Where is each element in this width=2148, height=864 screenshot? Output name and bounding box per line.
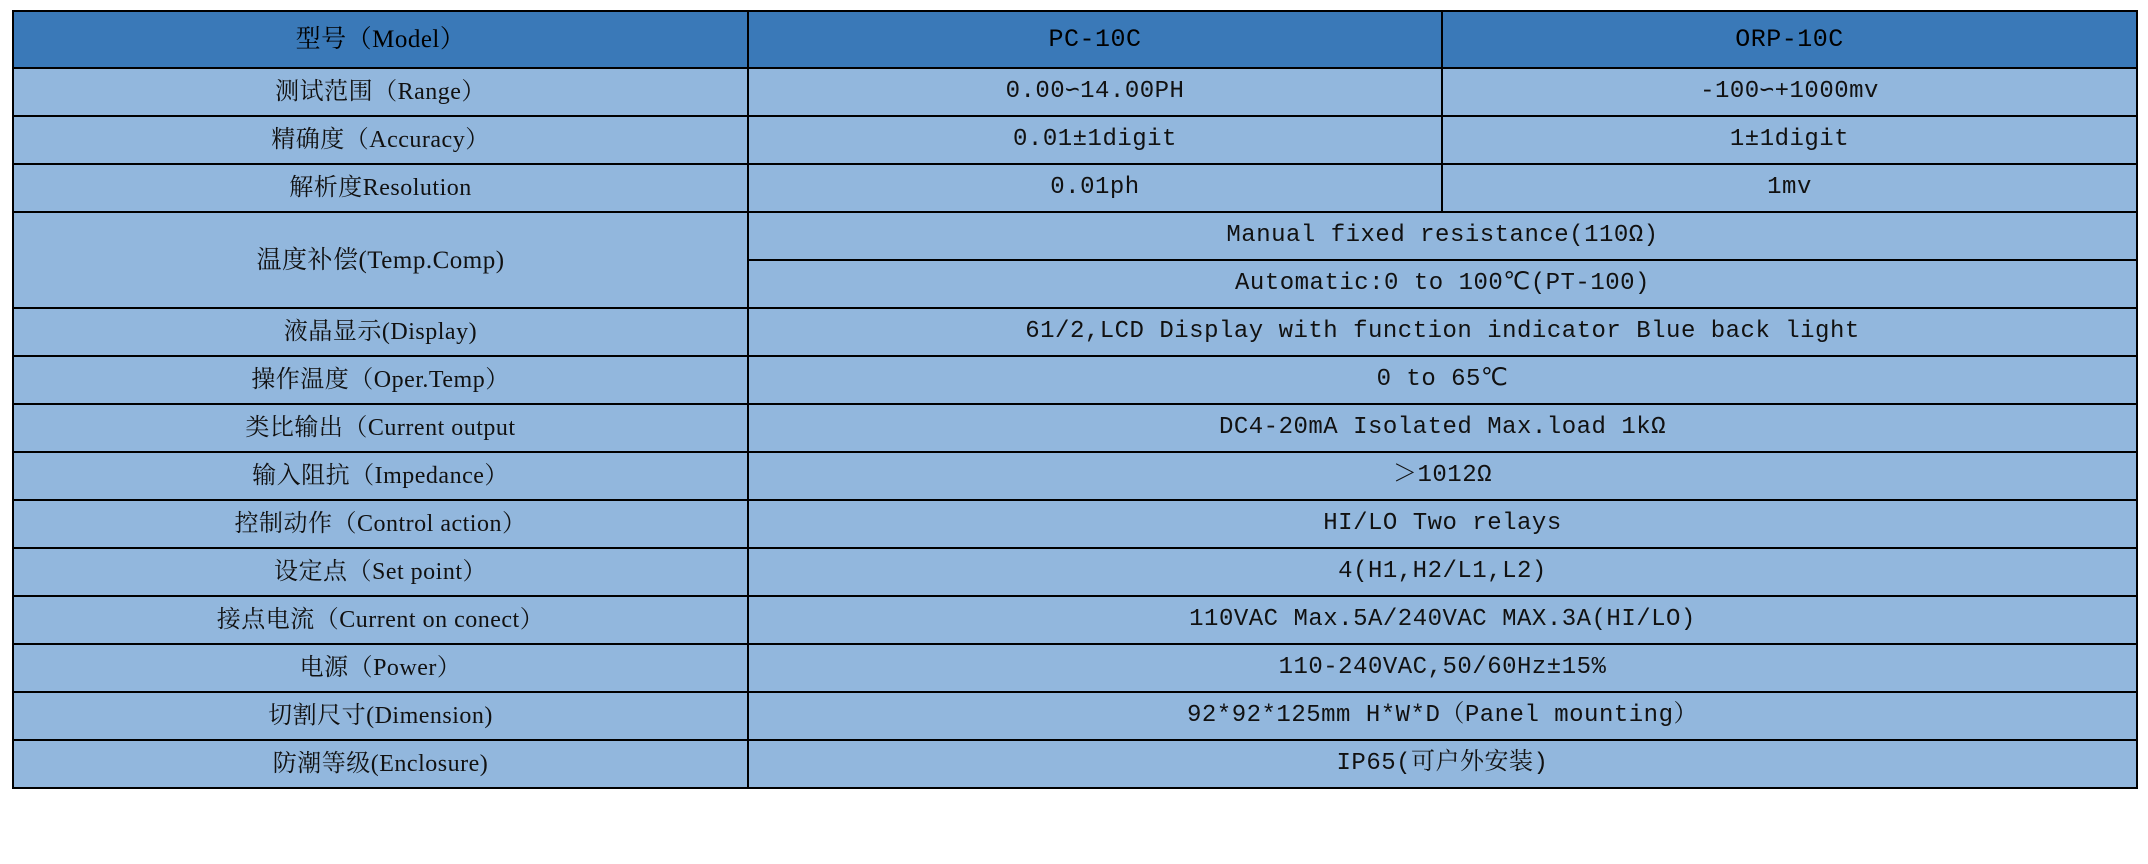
table-row <box>13 356 2137 404</box>
cell-accuracy-pc10c: 0.01±1digit <box>748 116 1442 164</box>
table-row <box>13 500 2137 548</box>
table-row <box>13 164 2137 212</box>
cell-accuracy-orp10c: 1±1digit <box>1442 116 2137 164</box>
table-row <box>13 404 2137 452</box>
row-label-temp-comp: 温度补偿(Temp.Comp) <box>13 212 748 308</box>
row-label-dimension: 切割尺寸(Dimension) <box>13 692 748 740</box>
row-label-enclosure: 防潮等级(Enclosure) <box>13 740 748 788</box>
row-label-impedance: 输入阻抗（Impedance） <box>13 452 748 500</box>
cell-dimension: 92*92*125mm H*W*D（Panel mounting） <box>748 692 2137 740</box>
table-row <box>13 212 2137 260</box>
table-row <box>13 308 2137 356</box>
cell-current-on-conect: 110VAC Max.5A/240VAC MAX.3A(HI/LO) <box>748 596 2137 644</box>
table-row <box>13 116 2137 164</box>
cell-temp-comp-manual: Manual fixed resistance(110Ω) <box>748 212 2137 260</box>
cell-range-pc10c: 0.00∽14.00PH <box>748 68 1442 116</box>
cell-power: 110-240VAC,50/60Hz±15% <box>748 644 2137 692</box>
cell-enclosure: IP65(可户外安装) <box>748 740 2137 788</box>
row-label-set-point: 设定点（Set point） <box>13 548 748 596</box>
table-row-header <box>13 11 2137 68</box>
row-label-oper-temp: 操作温度（Oper.Temp） <box>13 356 748 404</box>
table-row <box>13 68 2137 116</box>
row-label-power: 电源（Power） <box>13 644 748 692</box>
cell-set-point: 4(H1,H2/L1,L2) <box>748 548 2137 596</box>
cell-current-output: DC4-20mA Isolated Max.load 1kΩ <box>748 404 2137 452</box>
row-label-resolution: 解析度Resolution <box>13 164 748 212</box>
row-label-accuracy: 精确度（Accuracy） <box>13 116 748 164</box>
row-label-range: 测试范围（Range） <box>13 68 748 116</box>
row-label-current-output: 类比输出（Current output <box>13 404 748 452</box>
specifications-table <box>12 10 2138 789</box>
cell-resolution-pc10c: 0.01ph <box>748 164 1442 212</box>
cell-model-orp10c: ORP-10C <box>1442 11 2137 68</box>
cell-impedance: ＞1012Ω <box>748 452 2137 500</box>
cell-display: 61/2,LCD Display with function indicator Blue back light <box>748 308 2137 356</box>
table-row <box>13 740 2137 788</box>
table-row <box>13 548 2137 596</box>
table-row <box>13 692 2137 740</box>
table-row <box>13 596 2137 644</box>
row-label-model: 型号（Model） <box>13 11 748 68</box>
cell-model-pc10c: PC-10C <box>748 11 1442 68</box>
cell-oper-temp: 0 to 65℃ <box>748 356 2137 404</box>
row-label-display: 液晶显示(Display) <box>13 308 748 356</box>
table-row <box>13 452 2137 500</box>
cell-range-orp10c: -100∽+1000mv <box>1442 68 2137 116</box>
cell-resolution-orp10c: 1mv <box>1442 164 2137 212</box>
row-label-control-action: 控制动作（Control action） <box>13 500 748 548</box>
cell-control-action: HI/LO Two relays <box>748 500 2137 548</box>
row-label-current-on-conect: 接点电流（Current on conect） <box>13 596 748 644</box>
table-row <box>13 644 2137 692</box>
cell-temp-comp-automatic: Automatic:0 to 100℃(PT-100) <box>748 260 2137 308</box>
